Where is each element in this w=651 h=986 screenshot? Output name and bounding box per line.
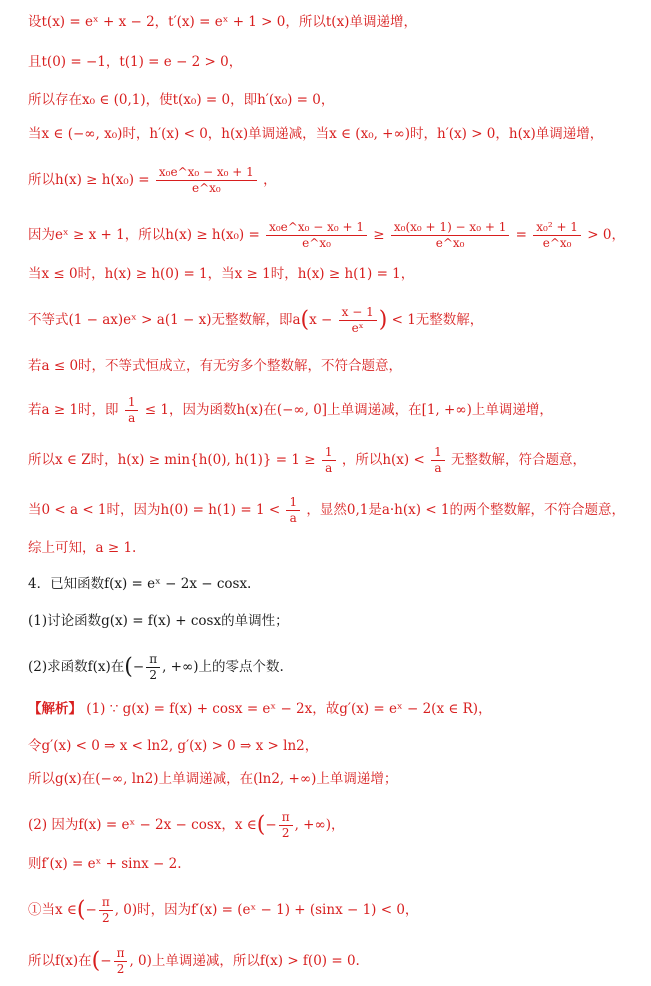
paren-open: ( (300, 307, 310, 333)
line-11 (28, 445, 641, 476)
analysis-line-3: 所以g(x)在(−∞, ln2)上单调递减，在(ln2, +∞)上单调递增； (28, 771, 398, 787)
line-5 (28, 165, 641, 196)
fraction-hx0 (156, 165, 257, 196)
fraction-numerator: π (99, 895, 113, 911)
fraction-denominator: a (434, 461, 442, 475)
fraction-numerator: π (279, 810, 293, 826)
problem-4-part-2: (2)求函数f(x)在(− $\frac{\pi}{2}$ , +∞)上的零点个数. (28, 652, 284, 682)
fraction-one-over-a (322, 445, 336, 476)
line-11-mid: ，所以h(x) < (341, 452, 425, 468)
line-8 (28, 305, 641, 336)
fraction-denominator: a (128, 411, 136, 425)
line-1: 设t(x) = eˣ + x − 2，t′(x) = eˣ + 1 > 0，所以t(x)单调递增， (28, 14, 417, 30)
fraction-x-minus-1 (339, 305, 377, 336)
fraction-numerator: 1 (431, 445, 445, 461)
fraction-denominator: 2 (281, 826, 290, 840)
fraction-2 (391, 220, 509, 251)
analysis-line-5: 则f′(x) = eˣ + sinx − 2. (28, 856, 182, 872)
problem-4-title: 4．已知函数f(x) = eˣ − 2x − cosx. (28, 576, 252, 592)
fraction-numerator: 1 (286, 495, 300, 511)
paren-open: ( (124, 654, 133, 680)
fraction-denominator: e^x₀ (302, 236, 331, 250)
line-6-end: > 0， (587, 227, 625, 243)
analysis-4-text: (2) 因为f(x) = eˣ − 2x − cosx，x ∈ (28, 817, 257, 833)
fraction-numerator: x − 1 (339, 305, 377, 321)
relation-ge: ≥ (373, 227, 385, 243)
fraction-denominator: a (289, 511, 297, 525)
fraction-1 (266, 220, 367, 251)
analysis-line-6: ①当x ∈(− $\frac{\pi}{2}$ , 0)时，因为f′(x) = (eˣ − 1) + (sinx − 1) < 0， (28, 895, 419, 925)
line-9: 若a ≤ 0时，不等式恒成立，有无穷多个整数解，不符合题意， (28, 358, 403, 374)
fraction-pi-over-2 (146, 652, 160, 683)
relation-eq: = (515, 227, 527, 243)
part-2-text: (2)求函数f(x)在 (28, 659, 125, 675)
line-5-end: ， (263, 172, 277, 188)
fraction-numerator: π (114, 946, 128, 962)
line-10-text: 若a ≥ 1时，即 (28, 402, 119, 418)
fraction-pi-over-2 (99, 895, 113, 926)
fraction-numerator: x₀(x₀ + 1) − x₀ + 1 (391, 220, 509, 236)
part-2-end: , +∞)上的零点个数. (162, 659, 284, 675)
fraction-pi-over-2 (114, 946, 128, 977)
fraction-numerator: 1 (322, 445, 336, 461)
fraction-denominator: e^x₀ (191, 181, 221, 195)
fraction-denominator: e^x₀ (435, 236, 465, 250)
line-11-text: 所以x ∈ Z时，h(x) ≥ min{h(0), h(1)} = 1 ≥ (28, 452, 316, 468)
line-8-x: x − (309, 312, 333, 328)
paren-open: ( (91, 948, 101, 974)
fraction-3 (533, 220, 581, 251)
analysis-text: (1) ∵ g(x) = f(x) + cosx = eˣ − 2x，故g′(x) = eˣ − 2(x ∈ R)， (86, 701, 492, 717)
analysis-tag: 【解析】 (28, 701, 82, 717)
line-8-end: < 1无整数解， (391, 312, 484, 328)
analysis-6-text: ①当x ∈ (28, 902, 77, 918)
analysis-7-end: , 0)上单调递减，所以f(x) > f(0) = 0. (129, 953, 360, 969)
fraction-one-over-a (125, 395, 139, 426)
line-6 (28, 220, 641, 251)
fraction-denominator: eˣ (351, 321, 364, 335)
fraction-one-over-a-2 (431, 445, 445, 476)
line-2: 且t(0) = −1，t(1) = e − 2 > 0， (28, 54, 243, 70)
line-4: 当x ∈ (−∞, x₀)时，h′(x) < 0，h(x)单调递减，当x ∈ (x₀, +∞)时，h′(x) > 0，h(x)单调递增， (28, 126, 604, 142)
analysis-line-1 (28, 699, 641, 719)
fraction-numerator: π (146, 652, 160, 668)
line-6-text: 因为eˣ ≥ x + 1，所以h(x) ≥ h(x₀) = (28, 227, 260, 243)
line-8-text: 不等式(1 − ax)eˣ > a(1 − x)无整数解，即a (28, 312, 301, 328)
fraction-numerator: x₀e^x₀ − x₀ + 1 (156, 165, 257, 181)
paren-open: ( (256, 812, 266, 838)
fraction-denominator: 2 (101, 911, 110, 925)
fraction-numerator: 1 (125, 395, 139, 411)
analysis-4-end: , +∞)， (294, 817, 345, 833)
fraction-denominator: e^x₀ (542, 236, 572, 250)
fraction-denominator: 2 (149, 668, 157, 682)
line-10 (28, 395, 641, 426)
paren-close: ) (378, 307, 388, 333)
analysis-line-4: (2) 因为f(x) = eˣ − 2x − cosx，x ∈(− $\frac{\pi}{2}$ , +∞)， (28, 810, 345, 840)
analysis-line-7: 所以f(x)在(− $\frac{\pi}{2}$ , 0)上单调递减，所以f(x) > f(0) = 0. (28, 946, 360, 976)
line-5-text: 所以h(x) ≥ h(x₀) = (28, 172, 150, 188)
line-12-end: ，显然0,1是a·h(x) < 1的两个整数解，不符合题意， (306, 502, 626, 518)
line-12 (28, 495, 641, 526)
fraction-pi-over-2 (279, 810, 293, 841)
line-11-end: 无整数解，符合题意， (451, 452, 587, 468)
line-3: 所以存在x₀ ∈ (0,1)，使t(x₀) = 0，即h′(x₀) = 0， (28, 92, 335, 108)
analysis-line-2: 令g′(x) < 0 ⇒ x < ln2, g′(x) > 0 ⇒ x > ln2， (28, 738, 319, 754)
line-7: 当x ≤ 0时，h(x) ≥ h(0) = 1，当x ≥ 1时，h(x) ≥ h(1) = 1， (28, 266, 415, 282)
fraction-denominator: 2 (116, 962, 125, 976)
fraction-numerator: x₀² + 1 (533, 220, 581, 236)
analysis-6-end: , 0)时，因为f′(x) = (eˣ − 1) + (sinx − 1) < 0， (114, 902, 419, 918)
fraction-one-over-a (286, 495, 300, 526)
analysis-7-text: 所以f(x)在 (28, 953, 92, 969)
fraction-denominator: a (325, 461, 333, 475)
line-10-end: ≤ 1，因为函数h(x)在(−∞, 0]上单调递减，在[1, +∞)上单调递增， (144, 402, 553, 418)
problem-4-part-1: (1)讨论函数g(x) = f(x) + cosx的单调性； (28, 613, 289, 629)
line-12-text: 当0 < a < 1时，因为h(0) = h(1) = 1 < (28, 502, 281, 518)
paren-open: ( (76, 897, 86, 923)
fraction-numerator: x₀e^x₀ − x₀ + 1 (266, 220, 367, 236)
line-13: 综上可知，a ≥ 1. (28, 540, 137, 556)
